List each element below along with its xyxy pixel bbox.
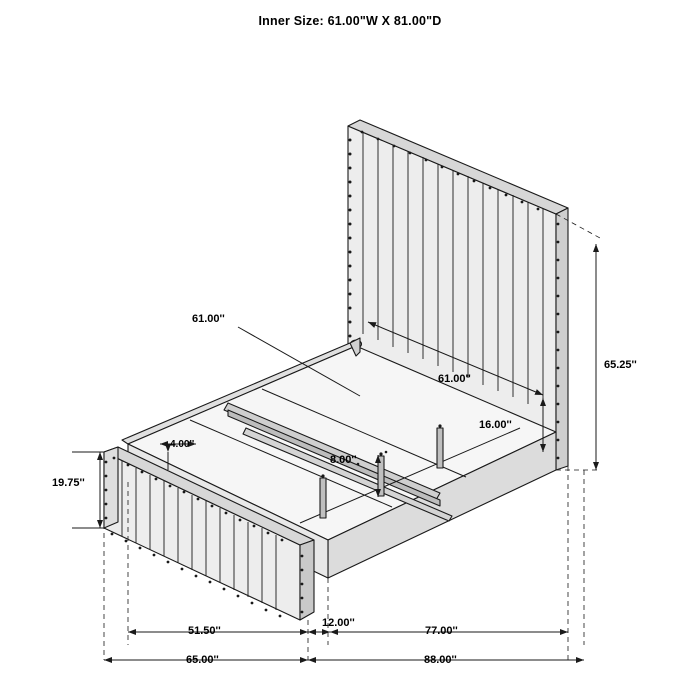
dimension-deck-to-rail: 16.00''	[479, 419, 512, 431]
dimension-rail-thickness: 4.00''	[170, 439, 195, 450]
dimension-height-overall: 65.25''	[604, 359, 637, 371]
dimension-footboard-height: 19.75''	[52, 477, 85, 489]
dimension-footboard-width: 51.50''	[188, 625, 221, 637]
dimension-headboard-inner-width: 61.00''	[438, 373, 471, 385]
dimension-inner-width-callout: 61.00''	[192, 313, 225, 325]
dimension-side-rail-length: 77.00''	[425, 625, 458, 637]
dimension-footboard-depth: 12.00''	[322, 617, 355, 629]
dimension-overall-width: 65.00''	[186, 654, 219, 666]
dimension-slat-height: 8.00''	[330, 454, 357, 466]
page-title: Inner Size: 61.00"W X 81.00"D	[258, 14, 442, 28]
dimension-overall-depth: 88.00''	[424, 654, 457, 666]
